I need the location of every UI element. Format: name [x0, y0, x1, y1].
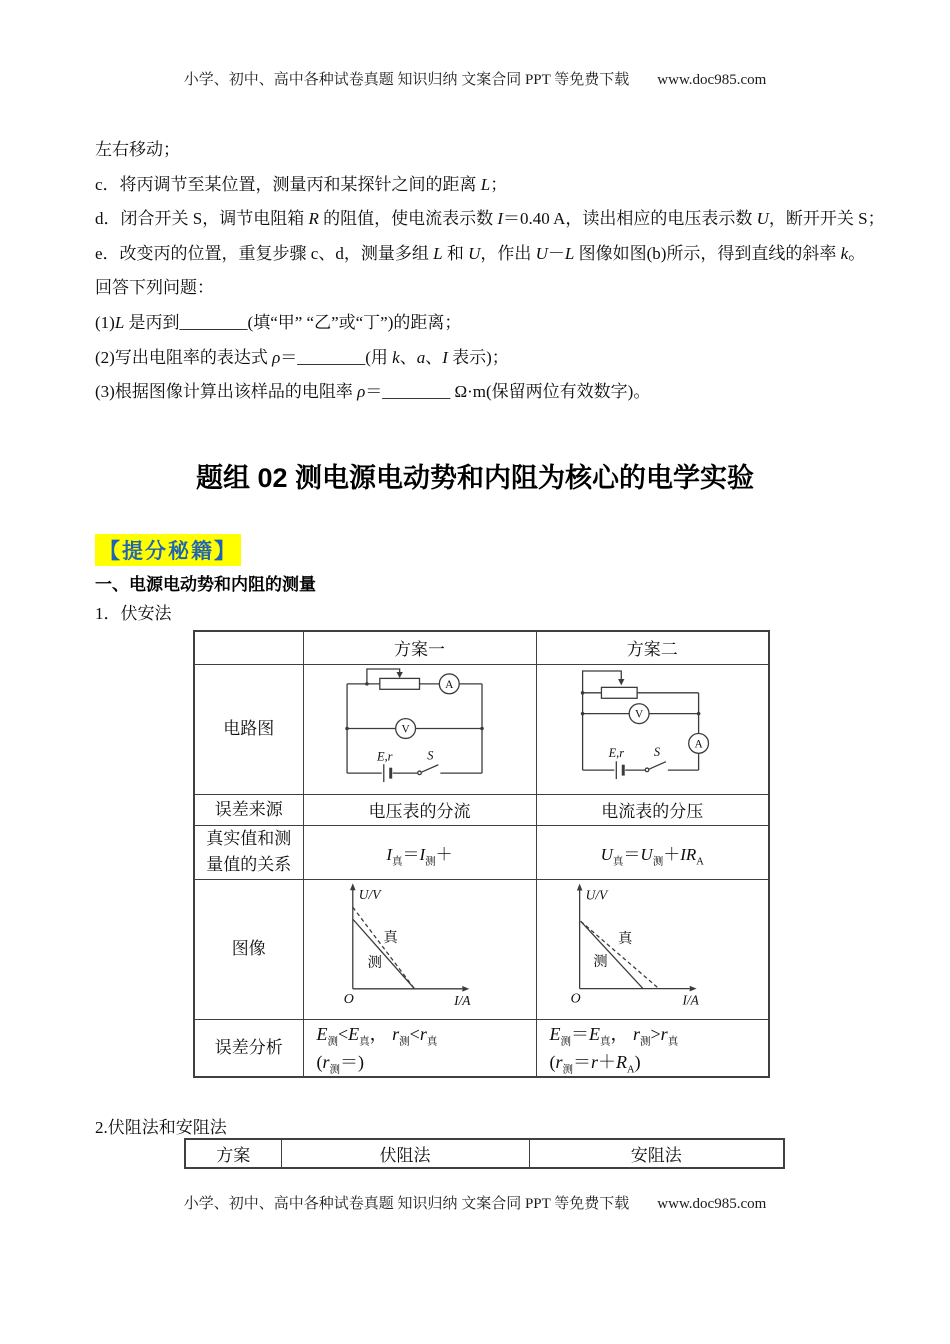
corner-cell: [194, 631, 303, 664]
exercise-line-3: d．闭合开关 S，调节电阻箱 R 的阻值，使电流表示数 I＝0.40 A，读出相应的电压表示数 U，断开开关 S；: [95, 209, 885, 229]
plans-header-method: 方案: [185, 1139, 281, 1168]
circuit-wires: [347, 683, 482, 772]
exercise-line-7: (2)写出电阻率的表达式 ρ＝________(用 k、a、I 表示)；: [95, 347, 509, 367]
origin-label: O: [343, 991, 354, 1007]
y-axis-label: U/V: [585, 886, 607, 902]
ammeter-label: A: [445, 678, 454, 691]
ammeter-label: A: [694, 737, 703, 750]
table-row: [194, 631, 769, 664]
subsection-heading: 一、电源电动势和内阻的测量: [95, 575, 316, 594]
measured-line-label: 测: [367, 954, 382, 971]
junction-dot: [581, 691, 585, 695]
x-axis-arrow: [462, 986, 469, 992]
x-axis-label: I/A: [682, 992, 699, 1008]
circuit-diagram-1: [304, 665, 535, 794]
analysis-plan1: [303, 1019, 536, 1077]
graph-cell-1: [303, 879, 536, 1019]
table-row: [185, 1139, 784, 1168]
battery-label: E,r: [608, 745, 624, 760]
footer-banner: [0, 1192, 950, 1213]
secret-badge: 【提分秘籍】: [95, 534, 241, 566]
row-label-relation: [194, 825, 303, 879]
slider-arrow-icon: [396, 671, 402, 677]
analysis-plan1-line2: $(r_测=)$: [316, 1051, 365, 1076]
rheostat-icon: [601, 687, 637, 698]
origin-label: O: [570, 991, 581, 1007]
switch-lever: [649, 761, 666, 768]
relation-label-line1: 真实值和测: [206, 829, 292, 848]
plan2-header: 方案二: [536, 631, 769, 664]
table-row: [194, 664, 769, 794]
circuit-diagram-2: [537, 665, 768, 794]
x-axis-label: I/A: [454, 992, 471, 1008]
battery-label: E,r: [377, 748, 393, 763]
y-axis-arrow: [577, 883, 583, 890]
table-row: [194, 825, 769, 879]
analysis-plan2-line2: $(r_测=r+R_A)$: [549, 1051, 641, 1076]
plans-table: [184, 1138, 785, 1169]
true-line-label: 真: [617, 930, 633, 947]
row-label-error-source: 误差来源: [194, 794, 303, 825]
exercise-line-8: (3)根据图像计算出该样品的电阻率 ρ＝________ Ω·m(保留两位有效数字)。: [95, 382, 651, 402]
error-source-plan1: 电压表的分流: [303, 794, 536, 825]
junction-dot: [581, 711, 585, 715]
analysis-plan2-line1: $E_测=E_真$， $r_测>r_真$: [549, 1023, 679, 1048]
junction-dot: [345, 726, 349, 730]
slider-arrow-icon: [618, 678, 624, 684]
row-label-graph: 图像: [194, 879, 303, 1019]
voltmeter-label: V: [634, 708, 643, 721]
header-link[interactable]: www.doc985.com: [657, 72, 767, 88]
exercise-line-1: 左右移动；: [95, 140, 180, 159]
table-row: [194, 794, 769, 825]
measured-line: [580, 921, 642, 988]
measured-line-label: 测: [593, 953, 608, 970]
header-banner: [0, 68, 950, 89]
y-axis-label: U/V: [358, 886, 381, 902]
true-line: [353, 907, 415, 989]
relation-label-line2: 量值的关系: [206, 855, 292, 874]
row-label-circuit: 电路图: [194, 664, 303, 794]
methods-table: [193, 630, 770, 1078]
analysis-plan2: [536, 1019, 769, 1077]
error-source-plan2: 电流表的分压: [536, 794, 769, 825]
switch-label: S: [427, 747, 434, 762]
section-title: 题组 02 测电源电动势和内阻为核心的电学实验: [195, 463, 755, 493]
switch-lever: [421, 764, 438, 771]
junction-dot: [365, 682, 369, 686]
circuit-cell-2: [536, 664, 769, 794]
method-item-1: 1．伏安法: [95, 604, 172, 623]
graph-1: [304, 880, 535, 1018]
graph-2: [537, 880, 768, 1018]
footer-text: 小学、初中、高中各种试卷真题 知识归纳 文案合同 PPT 等免费下载: [183, 1196, 630, 1212]
plans-header-voltmeter-resistor: 伏阻法: [281, 1139, 529, 1168]
exercise-line-5: 回答下列问题：: [95, 278, 214, 298]
switch-label: S: [653, 744, 660, 759]
relation-formula-plan1: $I_真=I_测+$: [303, 825, 536, 879]
x-axis-arrow: [689, 985, 696, 991]
junction-dot: [480, 726, 484, 730]
circuit-cell-1: [303, 664, 536, 794]
method-item-2: 2.伏阻法和安阻法: [95, 1118, 227, 1137]
header-text: 小学、初中、高中各种试卷真题 知识归纳 文案合同 PPT 等免费下载: [183, 72, 630, 88]
graph-cell-2: [536, 879, 769, 1019]
plan1-header: 方案一: [303, 631, 536, 664]
table-row: [194, 879, 769, 1019]
relation-formula-plan2: $U_真=U_测+IR_A$: [536, 825, 769, 879]
exercise-line-2: c．将丙调节至某位置，测量丙和某探针之间的距离 L；: [95, 174, 508, 194]
y-axis-arrow: [350, 883, 356, 890]
row-label-analysis: 误差分析: [194, 1019, 303, 1077]
switch-pivot: [418, 771, 422, 775]
exercise-line-6: (1)L 是丙到________(填“甲” “乙”或“丁”)的距离；: [95, 312, 462, 332]
junction-dot: [697, 711, 701, 715]
exercise-block: [95, 133, 895, 410]
plans-header-ammeter-resistor: 安阻法: [529, 1139, 784, 1168]
rheostat-icon: [380, 678, 420, 689]
table-row: [194, 1019, 769, 1077]
analysis-plan1-line1: $E_测<E_真$， $r_测<r_真$: [316, 1023, 438, 1048]
exercise-line-4: e．改变丙的位置，重复步骤 c、d，测量多组 L 和 U，作出 U－L 图像如图(b)所示，得到直线的斜率 k。: [95, 243, 866, 263]
true-line-label: 真: [383, 929, 398, 946]
switch-pivot: [645, 768, 649, 772]
footer-link[interactable]: www.doc985.com: [657, 1196, 767, 1212]
voltmeter-label: V: [401, 722, 410, 735]
slider-wire: [367, 668, 400, 683]
